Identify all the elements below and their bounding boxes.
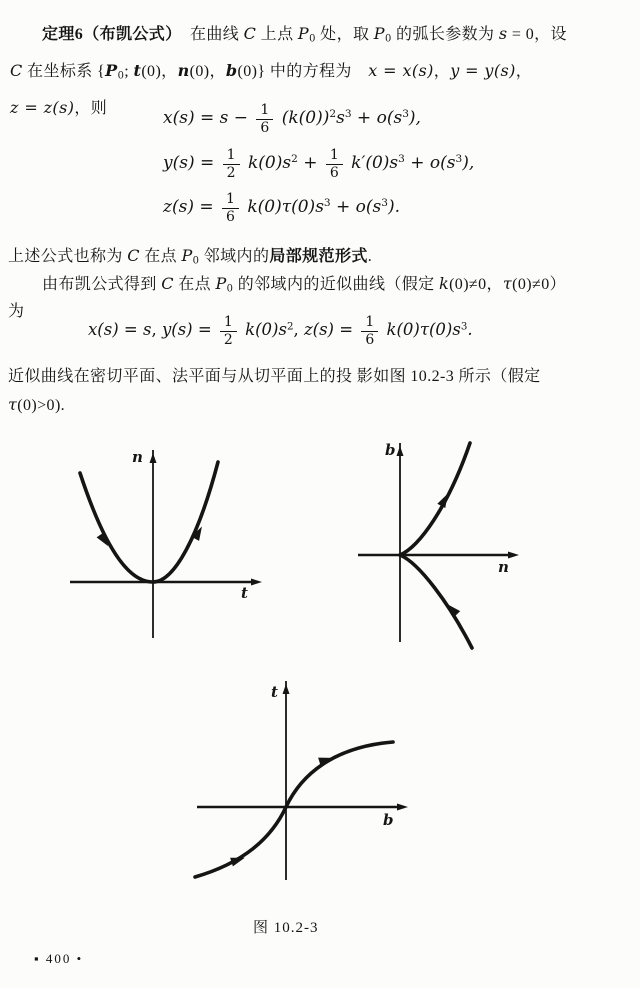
fraction: $\frac{1}{2}$ — [223, 148, 240, 180]
text-run: (0)≠0， — [449, 276, 503, 293]
text-run: ，则 — [74, 99, 108, 117]
text-run: 3 — [344, 108, 352, 121]
text-run: y = y(s) — [450, 60, 516, 80]
cusp-upper-branch — [400, 443, 470, 555]
text-run: s — [336, 108, 345, 129]
text-run: 上点 — [256, 26, 298, 43]
text-run: z(s) = — [303, 320, 359, 340]
text-run: 在点 — [173, 276, 216, 293]
text-run: ). — [387, 197, 401, 218]
text-run: (k(0)) — [276, 108, 330, 129]
page-number: ▪ 400 • — [34, 951, 84, 966]
diagram-osculating-plane — [60, 440, 280, 645]
x-axis-arrow-icon — [251, 579, 262, 586]
text-run: = 0，设 — [507, 26, 567, 43]
y-axis-label: b — [385, 441, 396, 459]
text-run: C — [161, 274, 174, 293]
text-run: k(0)τ(0)s — [381, 320, 461, 340]
text-run: ), — [462, 153, 475, 174]
text-run: + — [297, 153, 323, 174]
text-run: + o(s — [351, 108, 403, 129]
text-run: ), — [408, 108, 421, 129]
text-run: . — [467, 320, 473, 340]
text-run: x(s) = s — [88, 320, 152, 340]
text-run: 邻域内的 — [199, 248, 270, 265]
text-run: 0 — [192, 255, 200, 267]
paragraph-line — [8, 361, 541, 393]
text-run: k(0)τ(0)s — [241, 197, 324, 218]
x-axis-label: b — [383, 811, 394, 829]
text-run: C — [10, 60, 23, 80]
fraction: $\frac{1}{6}$ — [326, 148, 343, 180]
text-run: τ — [502, 274, 513, 293]
fraction: $\frac{1}{2}$ — [220, 315, 237, 347]
cubic-curve — [195, 742, 393, 877]
text-run: P — [297, 24, 310, 43]
text-run: 处，取 — [315, 26, 374, 43]
text-run: (0)} 中的方程为 — [237, 62, 369, 80]
figure-caption: 图 10.2-3 — [253, 920, 319, 936]
text-run: b — [225, 60, 238, 80]
text-run: 定理6（布凯公式） — [42, 26, 174, 43]
paragraph-line — [8, 389, 65, 422]
text-run: 3 — [460, 321, 468, 333]
formula-approx — [88, 315, 473, 347]
parabola-curve — [80, 462, 218, 582]
text-run: C — [127, 246, 140, 265]
text-run: x = x(s) — [368, 60, 434, 80]
text-run: P — [181, 246, 193, 265]
text-run: . — [367, 248, 373, 265]
diagram-rectifying-plane — [185, 675, 415, 890]
text-run: 近似曲线在密切平面、法平面与从切平面上的投 影如图 10.2-3 所示（假定 — [8, 368, 541, 385]
text-run: (0)>0). — [17, 397, 66, 414]
text-run: + o(s — [330, 197, 382, 218]
text-run: 由布凯公式得到 — [42, 276, 162, 293]
text-run: 2 — [291, 153, 298, 166]
text-run: k(0)s — [242, 153, 292, 174]
text-run: z = z(s) — [10, 97, 75, 117]
text-run: P — [105, 60, 118, 80]
x-axis-label: n — [498, 558, 509, 576]
text-run: , — [293, 320, 304, 340]
fraction: $\frac{1}{6}$ — [222, 192, 239, 224]
text-run: P — [373, 24, 385, 43]
text-run: 3 — [323, 197, 331, 210]
text-run: 在坐标系 { — [22, 62, 106, 80]
text-run: C — [243, 24, 257, 43]
text-run: 0 — [384, 33, 392, 45]
x-axis-arrow-icon — [508, 552, 519, 559]
text-run: 3 — [398, 153, 405, 166]
text-run: P — [215, 274, 227, 293]
text-run: k — [438, 274, 450, 293]
x-axis-label: t — [241, 584, 248, 602]
text-run: ， — [433, 62, 451, 80]
text-run: x(s) = s − — [163, 108, 254, 129]
fraction: $\frac{1}{6}$ — [256, 103, 273, 135]
formula-z — [163, 192, 400, 224]
text-run: (0)， — [189, 62, 226, 80]
text-run: 局部规范形式 — [269, 248, 368, 265]
text-run: ; — [124, 62, 134, 80]
paragraph-line — [8, 268, 566, 305]
text-run: ， — [515, 62, 533, 80]
text-run: 为 — [8, 303, 25, 320]
text-run: 3 — [402, 108, 409, 121]
text-run: + o(s — [404, 153, 456, 174]
x-axis-arrow-icon — [397, 804, 408, 811]
y-axis-arrow-icon — [283, 684, 290, 694]
paragraph-line — [10, 55, 634, 92]
text-run: (0)， — [141, 62, 178, 80]
y-axis-label: t — [271, 683, 278, 701]
text-run: 3 — [455, 153, 463, 166]
formula-y — [163, 148, 474, 180]
text-run: 2 — [329, 108, 337, 121]
fraction: $\frac{1}{6}$ — [361, 315, 378, 347]
text-run: 上述公式也称为 — [8, 248, 128, 265]
text-run: , — [151, 320, 162, 340]
text-run: 3 — [381, 197, 388, 210]
text-run: k(0)s — [239, 320, 287, 340]
text-run: 0 — [226, 283, 234, 295]
formula-x — [163, 103, 421, 135]
cusp-lower-branch — [400, 555, 472, 648]
paragraph-line — [10, 18, 634, 55]
text-run: y(s) = — [163, 153, 220, 174]
paragraph-line — [8, 296, 24, 328]
y-axis-arrow-icon — [150, 453, 157, 463]
diagram-normal-plane — [345, 435, 535, 650]
text-run: 0 — [117, 70, 125, 82]
text-run: τ — [8, 395, 18, 414]
y-axis-arrow-icon — [397, 446, 404, 456]
text-run: n — [177, 60, 190, 80]
y-axis-label: n — [132, 448, 143, 466]
text-run: 0 — [309, 33, 316, 45]
text-run: 2 — [286, 321, 294, 333]
text-run: t — [133, 60, 142, 80]
text-run: 的邻域内的近似曲线（假定 — [233, 276, 439, 293]
text-run: 的弧长参数为 — [391, 26, 499, 43]
text-run: y(s) = — [161, 320, 217, 340]
text-run: 在曲线 — [173, 26, 244, 43]
text-run: z(s) = — [163, 197, 219, 218]
text-run: 在点 — [139, 248, 182, 265]
text-run: s — [498, 24, 508, 43]
text-run: (0)≠0） — [512, 276, 567, 293]
text-run: k′(0)s — [345, 153, 399, 174]
